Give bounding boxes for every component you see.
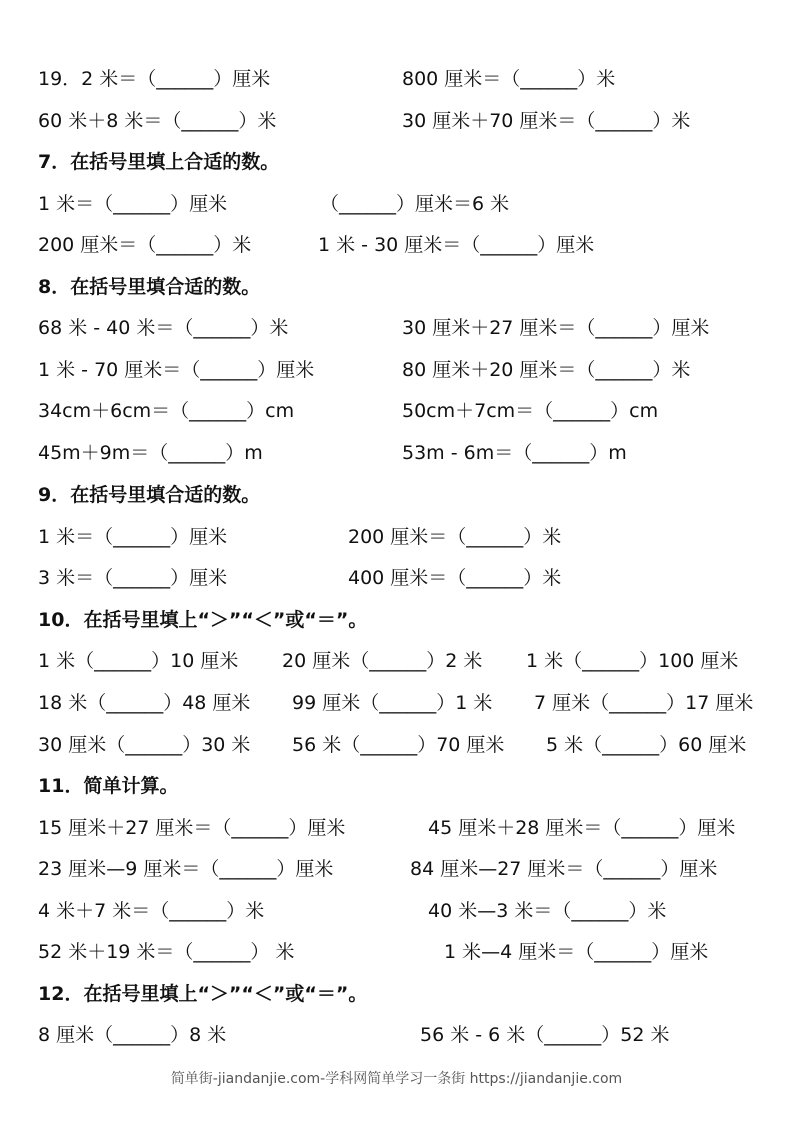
exercise-item: 200 厘米＝（______）米 [38, 234, 252, 256]
exercise-item: 52 米＋19 米＝（______） 米 [38, 941, 295, 963]
heading-text: 11．简单计算。 [38, 775, 179, 797]
exercise-item: 7 厘米（______）17 厘米 [534, 692, 754, 714]
exercise-row [0, 189, 793, 219]
exercise-row [0, 438, 793, 468]
exercise-item: 80 厘米＋20 厘米＝（______）米 [402, 359, 691, 381]
exercise-item: 45 厘米＋28 厘米＝（______）厘米 [428, 817, 736, 839]
exercise-row [0, 854, 793, 884]
exercise-item: 19．2 米＝（______）厘米 [38, 68, 271, 90]
exercise-row [0, 1020, 793, 1050]
exercise-row [0, 230, 793, 260]
exercise-item: 8 厘米（______）8 米 [38, 1024, 227, 1046]
exercise-row [0, 355, 793, 385]
exercise-item: 45m＋9m＝（______）m [38, 442, 263, 464]
exercise-row [0, 106, 793, 136]
exercise-item: 1 米＝（______）厘米 [38, 526, 228, 548]
exercise-item: 4 米＋7 米＝（______）米 [38, 900, 265, 922]
section-heading [0, 147, 793, 177]
exercise-item: 60 米＋8 米＝（______）米 [38, 110, 277, 132]
exercise-row [0, 813, 793, 843]
exercise-item: 84 厘米—27 厘米＝（______）厘米 [410, 858, 718, 880]
exercise-item: 200 厘米＝（______）米 [348, 526, 562, 548]
exercise-row [0, 396, 793, 426]
exercise-item: （______）厘米＝6 米 [320, 193, 510, 215]
section-heading [0, 272, 793, 302]
page-footer: 简单街-jiandanjie.com-学科网简单学习一条街 https://jiandanjie.com [170, 1071, 623, 1087]
exercise-item: 1 米 - 70 厘米＝（______）厘米 [38, 359, 315, 381]
section-heading [0, 605, 793, 635]
exercise-row [0, 730, 793, 760]
exercise-row [0, 522, 793, 552]
exercise-item: 99 厘米（______）1 米 [292, 692, 493, 714]
exercise-item: 68 米 - 40 米＝（______）米 [38, 317, 289, 339]
exercise-row [0, 896, 793, 926]
exercise-row [0, 688, 793, 718]
exercise-item: 1 米 - 30 厘米＝（______）厘米 [318, 234, 595, 256]
heading-text: 8．在括号里填合适的数。 [38, 276, 261, 298]
heading-text: 9．在括号里填合适的数。 [38, 484, 261, 506]
exercise-item: 56 米（______）70 厘米 [292, 734, 505, 756]
exercise-row [0, 563, 793, 593]
exercise-item: 15 厘米＋27 厘米＝（______）厘米 [38, 817, 346, 839]
exercise-item: 1 米—4 厘米＝（______）厘米 [444, 941, 709, 963]
exercise-row [0, 64, 793, 94]
exercise-item: 53m - 6m＝（______）m [402, 442, 627, 464]
exercise-item: 40 米—3 米＝（______）米 [428, 900, 667, 922]
exercise-item: 56 米 - 6 米（______）52 米 [420, 1024, 670, 1046]
heading-text: 10．在括号里填上“＞”“＜”或“＝”。 [38, 609, 368, 631]
section-heading [0, 979, 793, 1009]
exercise-item: 50cm＋7cm＝（______）cm [402, 400, 659, 422]
exercise-row [0, 313, 793, 343]
exercise-item: 34cm＋6cm＝（______）cm [38, 400, 295, 422]
exercise-item: 30 厘米（______）30 米 [38, 734, 251, 756]
exercise-item: 5 米（______）60 厘米 [546, 734, 747, 756]
exercise-item: 1 米（______）100 厘米 [526, 650, 739, 672]
section-heading [0, 480, 793, 510]
exercise-item: 23 厘米—9 厘米＝（______）厘米 [38, 858, 334, 880]
exercise-item: 1 米＝（______）厘米 [38, 193, 228, 215]
exercise-item: 1 米（______）10 厘米 [38, 650, 239, 672]
exercise-item: 18 米（______）48 厘米 [38, 692, 251, 714]
section-heading [0, 771, 793, 801]
exercise-item: 20 厘米（______）2 米 [282, 650, 483, 672]
heading-text: 12．在括号里填上“＞”“＜”或“＝”。 [38, 983, 368, 1005]
heading-text: 7．在括号里填上合适的数。 [38, 151, 280, 173]
exercise-item: 3 米＝（______）厘米 [38, 567, 228, 589]
exercise-row [0, 646, 793, 676]
exercise-item: 30 厘米＋27 厘米＝（______）厘米 [402, 317, 710, 339]
exercise-item: 800 厘米＝（______）米 [402, 68, 616, 90]
exercise-item: 30 厘米＋70 厘米＝（______）米 [402, 110, 691, 132]
exercise-row [0, 937, 793, 967]
exercise-item: 400 厘米＝（______）米 [348, 567, 562, 589]
